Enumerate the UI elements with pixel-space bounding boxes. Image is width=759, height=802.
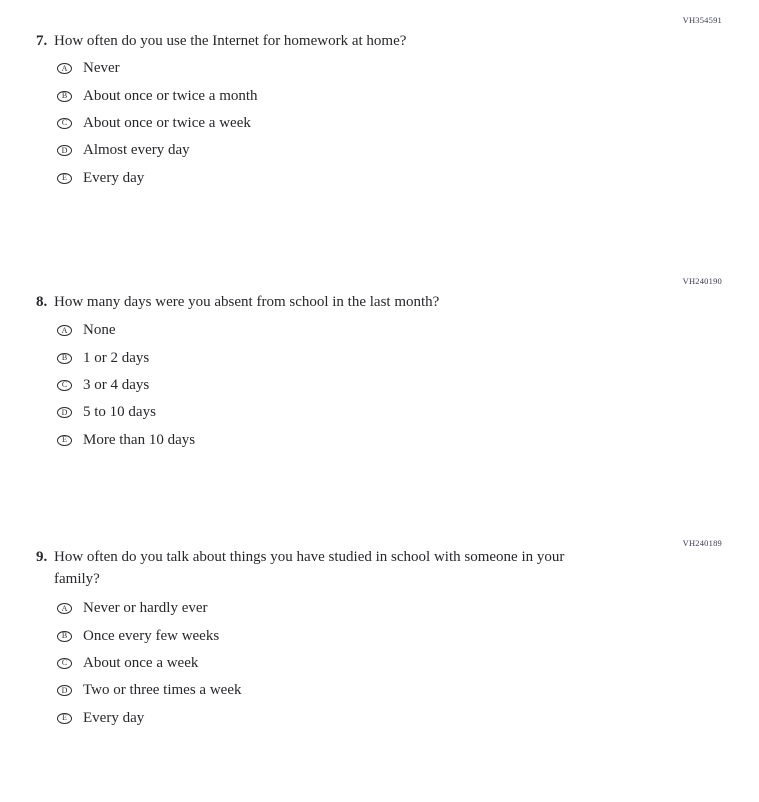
question-number: 8. [36,294,48,310]
answer-option[interactable] [57,427,195,454]
answer-bubble-icon[interactable] [57,91,72,102]
answer-bubble-icon[interactable] [57,173,72,184]
question-text: How many days were you absent from school in the last month? [54,294,440,310]
accession-number: VH354591 [682,15,722,25]
answer-option[interactable] [57,110,258,137]
answer-option[interactable] [57,399,195,426]
answer-bubble-icon[interactable] [57,435,72,446]
bubble-letter: D [61,145,68,155]
answer-option-label: About once a week [83,654,199,671]
bubble-letter: B [61,91,68,101]
question-text: How often do you use the Internet for homework at home? [54,33,407,49]
accession-number: VH240189 [682,538,722,548]
answer-option[interactable] [57,705,241,732]
question-row [36,31,406,53]
answer-bubble-icon[interactable] [57,631,72,642]
bubble-letter: D [61,407,68,417]
bubble-letter: E [62,173,67,183]
answer-option[interactable] [57,595,241,622]
question-number: 7. [36,33,48,49]
bubble-letter: C [61,658,68,668]
answer-bubble-icon[interactable] [57,353,72,364]
question-text: How often do you talk about things you have studied in school with someone in your family? [54,549,565,587]
answer-option-label: Two or three times a week [83,682,242,699]
answer-options-list [57,317,195,454]
answer-option[interactable] [57,622,241,649]
question-row [36,292,439,314]
answer-bubble-icon[interactable] [57,685,72,696]
answer-bubble-icon[interactable] [57,145,72,156]
bubble-letter: B [61,353,68,363]
answer-option-label: Almost every day [83,142,190,159]
question-row [36,547,602,590]
answer-option[interactable] [57,650,241,677]
answer-options-list [57,595,241,732]
accession-number: VH240190 [682,276,722,286]
answer-bubble-icon[interactable] [57,603,72,614]
answer-option-label: About once or twice a month [83,87,258,104]
bubble-letter: A [61,603,68,613]
answer-option-label: Never [83,60,120,77]
answer-option-label: More than 10 days [83,431,196,448]
answer-option[interactable] [57,165,258,192]
answer-option[interactable] [57,317,195,344]
answer-bubble-icon[interactable] [57,63,72,74]
bubble-letter: B [61,631,68,641]
answer-option[interactable] [57,344,195,371]
answer-bubble-icon[interactable] [57,713,72,724]
answer-bubble-icon[interactable] [57,118,72,129]
answer-option-label: About once or twice a week [83,114,251,131]
bubble-letter: D [61,685,68,695]
answer-option-label: Every day [83,169,145,186]
bubble-letter: E [62,435,67,445]
answer-option[interactable] [57,372,195,399]
answer-option[interactable] [57,55,258,82]
bubble-letter: A [61,325,68,335]
answer-bubble-icon[interactable] [57,325,72,336]
answer-bubble-icon[interactable] [57,658,72,669]
answer-bubble-icon[interactable] [57,407,72,418]
answer-option-label: Never or hardly ever [83,600,208,617]
answer-option-label: 1 or 2 days [83,349,150,366]
answer-option[interactable] [57,137,258,164]
bubble-letter: A [61,63,68,73]
answer-option[interactable] [57,677,241,704]
answer-bubble-icon[interactable] [57,380,72,391]
answer-option[interactable] [57,82,258,109]
bubble-letter: C [61,118,68,128]
answer-options-list [57,55,258,192]
bubble-letter: C [61,380,68,390]
answer-option-label: Once every few weeks [83,627,220,644]
answer-option-label: 5 to 10 days [83,404,156,421]
bubble-letter: E [62,713,67,723]
answer-option-label: 3 or 4 days [83,376,150,393]
answer-option-label: None [83,322,116,339]
answer-option-label: Every day [83,709,145,726]
question-number: 9. [36,549,48,565]
